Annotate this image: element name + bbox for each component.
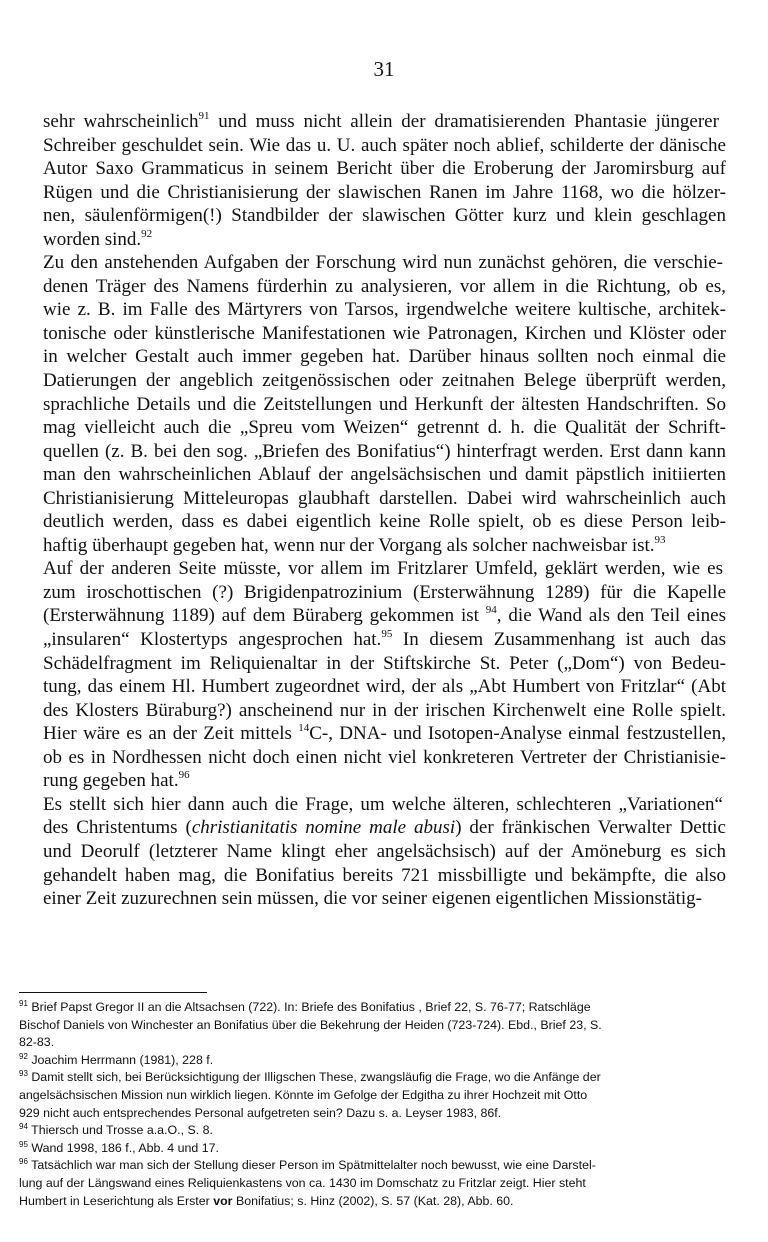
text-run: einer Zeit zuzurechnen sein müssen, die vor seiner eigenen eigentlichen Missionstätig- bbox=[43, 888, 702, 910]
footnote-line bbox=[19, 1157, 737, 1175]
text-line bbox=[40, 369, 726, 393]
footnote-reference: 95 bbox=[381, 628, 393, 641]
text-run: (Ersterwähnung 1189) auf dem Büraberg gekommen ist bbox=[43, 605, 486, 627]
text-line bbox=[40, 440, 726, 464]
text-run: des Klosters Büraburg?) anscheinend nur in der irischen Kirchenwelt eine Rolle spielt. bbox=[43, 699, 726, 721]
text-run: nen, säulenförmigen(!) Standbilder der slawischen Götter kurz und klein geschlagen bbox=[43, 205, 726, 227]
text-line bbox=[40, 298, 726, 322]
text-run: Bonifatius; s. Hinz (2002), S. 57 (Kat. 28), Abb. 60. bbox=[232, 1193, 514, 1208]
footnote-reference: 94 bbox=[485, 604, 497, 617]
footnote-line bbox=[19, 1193, 737, 1211]
footnote-line bbox=[19, 1051, 737, 1070]
paragraph bbox=[40, 557, 726, 792]
text-run: gehandelt haben mag, die Bonifatius bereits 721 missbilligte und bekämpfte, die also bbox=[43, 864, 726, 886]
text-run: Brief Papst Gregor II an die Altsachsen (722). In: Briefe des Bonifatius , Brief 22, S. 76-77; Ratschläge bbox=[27, 1000, 591, 1014]
text-line bbox=[40, 416, 726, 440]
footnote-reference: 96 bbox=[178, 769, 190, 782]
text-line bbox=[40, 675, 726, 699]
text-line bbox=[40, 345, 726, 369]
text-run: des Christentums ( bbox=[43, 817, 192, 839]
text-line bbox=[40, 510, 726, 534]
text-run: Es stellt sich hier dann auch die Frage, um welche älteren, schlechteren „Variationen“ bbox=[43, 793, 723, 815]
text-run: Rügen und die Christianisierung der slawischen Ranen im Jahre 1168, wo die hölzer- bbox=[43, 181, 726, 203]
text-line bbox=[40, 722, 726, 746]
text-line bbox=[40, 204, 726, 228]
text-run: sehr wahrscheinlich bbox=[43, 111, 199, 132]
text-run: deutlich werden, dass es dabei eigentlich keine Rolle spielt, ob es diese Person leib- bbox=[43, 511, 726, 533]
text-run: ob es in Nordhessen nicht doch einen nicht viel konkreteren Vertreter der Christianisie- bbox=[43, 746, 726, 768]
footnotes bbox=[19, 999, 737, 1210]
footnote bbox=[19, 1052, 737, 1070]
italic-phrase: christianitatis nomine male abusi bbox=[191, 817, 456, 839]
text-run: und Deorulf (letzterer Name klingt eher angelsächsisch) auf der Amöneburg es sich bbox=[43, 840, 726, 862]
text-run: Thiersch und Trosse a.a.O., S. 8. bbox=[27, 1123, 213, 1138]
text-line bbox=[40, 769, 726, 793]
footnote-number: 93 bbox=[19, 1069, 28, 1079]
text-line bbox=[40, 699, 726, 723]
text-line bbox=[40, 487, 726, 511]
text-run: Auf der anderen Seite müsste, vor allem im Fritzlarer Umfeld, geklärt werden, wie es bbox=[43, 558, 723, 580]
text-line bbox=[40, 557, 726, 581]
text-line bbox=[40, 181, 726, 205]
footnote-line bbox=[19, 1017, 737, 1035]
text-run: 82-83. bbox=[19, 1035, 55, 1050]
footnote bbox=[19, 1140, 737, 1158]
footnote-line bbox=[19, 1139, 737, 1158]
text-line bbox=[40, 228, 726, 252]
text-run: worden sind. bbox=[43, 228, 142, 250]
text-line bbox=[40, 534, 726, 558]
text-run: tonische oder künstlerische Manifestationen wie Patronagen, Kirchen und Klöster oder bbox=[43, 322, 726, 344]
footnote-number: 94 bbox=[19, 1122, 28, 1132]
text-run: Zu den anstehenden Aufgaben der Forschung wird nun zunächst gehören, die verschie- bbox=[43, 252, 723, 274]
footnote-line bbox=[19, 1087, 737, 1105]
text-line bbox=[40, 157, 726, 181]
page-number: 31 bbox=[373, 57, 395, 81]
text-line bbox=[40, 581, 726, 605]
footnote bbox=[19, 999, 737, 1052]
text-run: sprachliche Details und die Zeitstellungen und Herkunft der ältesten Handschriften. So bbox=[43, 393, 726, 415]
text-run: Datierungen der angeblich zeitgenössischen oder zeitnahen Belege überprüft werden, bbox=[43, 370, 726, 392]
text-line bbox=[40, 110, 726, 134]
text-run: Damit stellt sich, bei Berücksichtigung der Illigschen These, zwangsläufig die Frage, wo die Anfänge der bbox=[27, 1070, 601, 1085]
text-run: tung, das einem Hl. Humbert zugeordnet wird, der als „Abt Humbert von Fritzlar“ (Abt bbox=[43, 676, 726, 698]
text-run: zum iroschottischen (?) Brigidenpatrozinium (Ersterwähnung 1289) für die Kapelle bbox=[43, 581, 726, 603]
footnote-line bbox=[19, 1069, 737, 1087]
footnote-reference: 92 bbox=[141, 227, 153, 240]
text-run: angelsächsischen Mission nun wirklich liegen. Könnte im Gefolge der Edgitha zu ihrer Hochzeit mit Otto bbox=[19, 1087, 588, 1102]
text-run: lung auf der Längswand eines Reliquienkastens von ca. 1430 im Domschatz zu Fritzlar zeigt. Hier steht bbox=[19, 1175, 586, 1190]
footnote-reference: 91 bbox=[198, 110, 210, 122]
paragraph bbox=[40, 793, 726, 911]
text-run: Schreiber geschuldet sein. Wie das u. U. auch später noch ablief, schilderte der dänische bbox=[43, 134, 726, 156]
paragraph bbox=[40, 251, 726, 557]
text-line bbox=[40, 604, 726, 628]
text-run: Tatsächlich war man sich der Stellung dieser Person im Spätmittelalter noch bewusst, wie eine Darstel- bbox=[27, 1158, 596, 1173]
text-run: rung gegeben hat. bbox=[43, 770, 179, 792]
text-line bbox=[40, 275, 726, 299]
footnote-reference: 93 bbox=[654, 533, 666, 546]
footnote-separator bbox=[19, 992, 207, 993]
text-run: ) der fränkischen Verwalter Dettic bbox=[455, 817, 726, 839]
text-line bbox=[40, 322, 726, 346]
text-run: C-, DNA- und Isotopen-Analyse einmal festzustellen, bbox=[309, 723, 726, 745]
text-line bbox=[40, 887, 726, 911]
footnote-number: 91 bbox=[19, 999, 28, 1008]
text-run: und muss nicht allein der dramatisierenden Phantasie jüngerer bbox=[209, 111, 719, 132]
text-line bbox=[40, 793, 726, 817]
text-run: Autor Saxo Grammaticus in seinem Bericht über die Eroberung der Jaromirsburg auf bbox=[43, 158, 726, 180]
text-line bbox=[40, 628, 726, 652]
footnote bbox=[19, 1157, 737, 1210]
text-line bbox=[40, 251, 726, 275]
body-text bbox=[40, 110, 726, 911]
text-run: man den wahrscheinlichen Ablauf der angelsächsischen und damit päpstlich initiierten bbox=[43, 464, 726, 486]
text-run: Humbert in Leserichtung als Erster bbox=[19, 1193, 214, 1208]
footnote bbox=[19, 1069, 737, 1122]
text-run: In diesem Zusammenhang ist auch das bbox=[392, 629, 726, 651]
footnote-line bbox=[19, 1105, 737, 1123]
text-run: wie z. B. im Falle des Märtyrers von Tarsos, irgendwelche weitere kultische, architek- bbox=[43, 299, 726, 321]
footnote bbox=[19, 1122, 737, 1140]
text-run: , die Wand als den Teil eines bbox=[496, 605, 727, 627]
footnote-reference: 14 bbox=[298, 722, 310, 735]
text-run: Bischof Daniels von Winchester an Bonifatius über die Bekehrung der Heiden (723-724). Ebd., Brief 23, S. bbox=[19, 1017, 602, 1032]
text-line bbox=[40, 816, 726, 840]
text-run: 929 nicht auch entsprechendes Personal aufgetreten sein? Dazu s. a. Leyser 1983, 86f. bbox=[19, 1105, 502, 1120]
paragraph bbox=[40, 110, 726, 251]
text-run: Wand 1998, 186 f., Abb. 4 und 17. bbox=[27, 1140, 219, 1155]
text-run: Hier wäre es an der Zeit mittels bbox=[43, 723, 299, 745]
text-run: mag vielleicht auch die „Spreu vom Weizen“ getrennt d. h. die Qualität der Schrift- bbox=[43, 417, 726, 439]
bold-word: vor bbox=[213, 1193, 233, 1208]
text-run: Schädelfragment im Reliquienaltar in der Stiftskirche St. Peter („Dom“) von Bedeu- bbox=[43, 652, 726, 674]
text-run: haftig überhaupt gegeben hat, wenn nur der Vorgang als solcher nachweisbar ist. bbox=[43, 534, 655, 556]
footnote-number: 95 bbox=[19, 1139, 28, 1149]
text-run: quellen (z. B. bei den sog. „Briefen des Bonifatius“) hinterfragt werden. Erst dann kann bbox=[43, 440, 726, 462]
text-run: Joachim Herrmann (1981), 228 f. bbox=[27, 1052, 214, 1067]
text-line bbox=[40, 393, 726, 417]
text-line bbox=[40, 840, 726, 864]
footnote-number: 92 bbox=[19, 1051, 28, 1061]
text-line bbox=[40, 463, 726, 487]
text-run: in welcher Gestalt auch immer gegeben hat. Darüber hinaus sollten noch einmal die bbox=[43, 346, 726, 368]
text-line bbox=[40, 746, 726, 770]
text-line bbox=[40, 134, 726, 158]
text-run: „insularen“ Klostertyps angesprochen hat. bbox=[43, 629, 382, 651]
footnote-line bbox=[19, 1034, 737, 1052]
footnote-number: 96 bbox=[19, 1157, 28, 1167]
footnote-line bbox=[19, 1122, 737, 1140]
text-line bbox=[40, 652, 726, 676]
text-line bbox=[40, 864, 726, 888]
footnote-line bbox=[19, 999, 737, 1017]
footnote-line bbox=[19, 1175, 737, 1193]
text-run: denen Träger des Namens fürderhin zu analysieren, vor allem in die Richtung, ob es, bbox=[43, 275, 726, 297]
text-run: Christianisierung Mitteleuropas glaubhaft darstellen. Dabei wird wahrscheinlich auch bbox=[43, 487, 726, 509]
